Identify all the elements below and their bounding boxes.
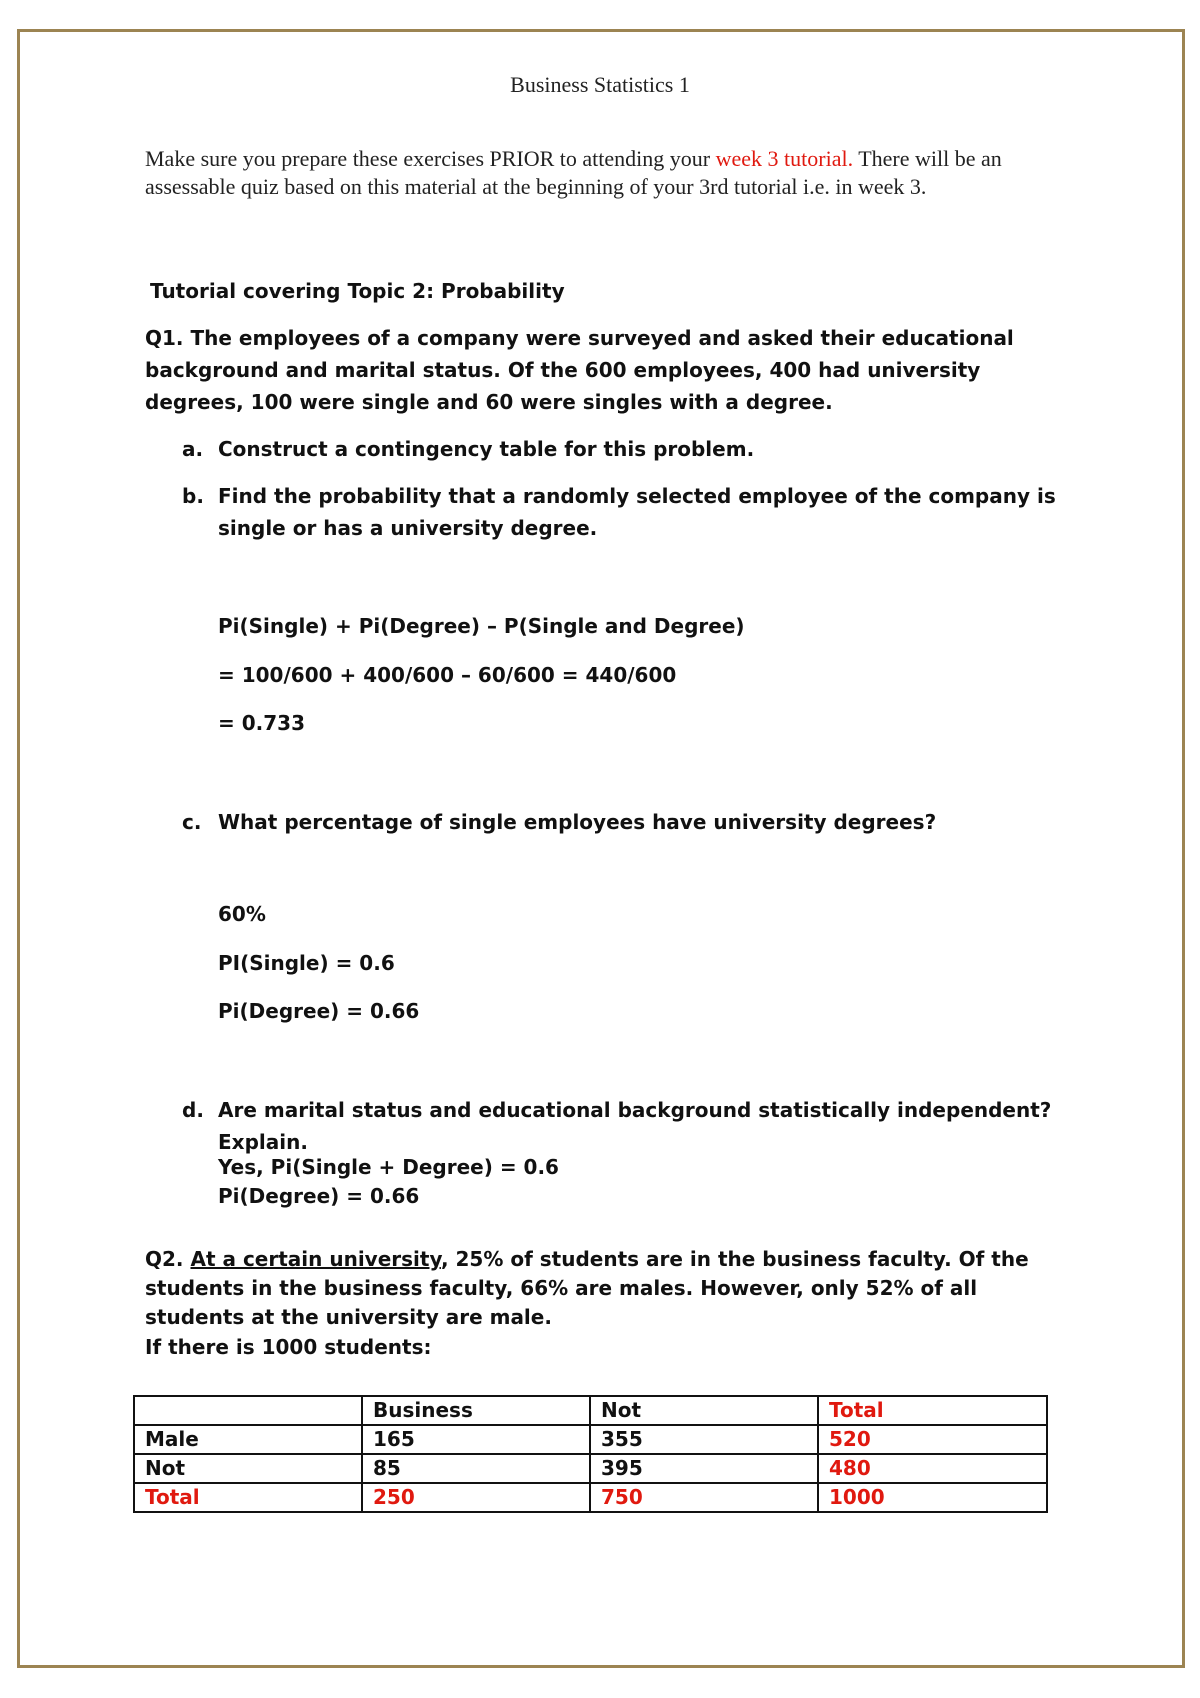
- q2-line2: If there is 1000 students:: [145, 1335, 432, 1359]
- q1-item-d: [182, 1094, 1062, 1158]
- q2-underlined-text: At a certain university: [190, 1247, 441, 1271]
- q1-b-label: b.: [182, 484, 204, 508]
- q1-a-text: Construct a contingency table for this problem.: [218, 437, 755, 461]
- table-header-cell: Business: [362, 1396, 590, 1425]
- table-cell: Total: [134, 1483, 362, 1512]
- table-header-cell: [134, 1396, 362, 1425]
- table-row: [134, 1425, 1047, 1454]
- q1-d-label: d.: [182, 1098, 204, 1122]
- q2-prefix: Q2.: [145, 1247, 191, 1271]
- q2-question: [145, 1245, 1055, 1332]
- q1-item-c: [182, 806, 1062, 838]
- q1-item-b: [182, 480, 1062, 544]
- q1-b-answer-line: Pi(Single) + Pi(Degree) – P(Single and Degree): [218, 614, 745, 638]
- q1-c-answer-line: 60%: [218, 902, 266, 926]
- table-header-cell: Total: [818, 1396, 1047, 1425]
- q1-b-answer-line: = 0.733: [218, 711, 305, 735]
- table-header-row: [134, 1396, 1047, 1425]
- topic-heading: Tutorial covering Topic 2: Probability: [150, 279, 565, 303]
- table-cell: 85: [362, 1454, 590, 1483]
- q2-contingency-table: [133, 1395, 1048, 1513]
- intro-paragraph: [145, 145, 1055, 201]
- q1-c-label: c.: [182, 810, 202, 834]
- table-cell: Male: [134, 1425, 362, 1454]
- table-cell: 1000: [818, 1483, 1047, 1512]
- table-cell: Not: [134, 1454, 362, 1483]
- q1-d-answer-line: Yes, Pi(Single + Degree) = 0.6: [218, 1155, 559, 1179]
- table-cell: 250: [362, 1483, 590, 1512]
- q1-question: Q1. The employees of a company were surveyed and asked their educational background and marital status. Of the 600 employees, 400 had university degrees, 100 were single and 60 were singles with a degree.: [145, 326, 1014, 414]
- intro-highlight: week 3 tutorial.: [715, 146, 854, 171]
- table-cell: 395: [590, 1454, 818, 1483]
- table-cell: 520: [818, 1425, 1047, 1454]
- q1-c-answer-line: PI(Single) = 0.6: [218, 951, 395, 975]
- table-header-cell: Not: [590, 1396, 818, 1425]
- q2-text: , 25% of students are in the business faculty. Of the students in the business faculty, 66% are males. However, only 52% of all students at the university are male.: [145, 1247, 1029, 1329]
- q1-b-text: Find the probability that a randomly selected employee of the company is single or has a university degree.: [218, 484, 1056, 540]
- table-cell: 165: [362, 1425, 590, 1454]
- q1-a-label: a.: [182, 437, 204, 461]
- intro-text-start: Make sure you prepare these exercises PRIOR to attending your: [145, 146, 716, 171]
- page-title: Business Statistics 1: [510, 72, 690, 97]
- q1-d-text: Are marital status and educational background statistically independent? Explain.: [218, 1098, 1052, 1154]
- table-row: [134, 1454, 1047, 1483]
- intro-text-end: There will be an assessable quiz based on this material at the beginning of your 3rd tutorial i.e. in week 3.: [145, 146, 1002, 199]
- q1-d-answer-line: Pi(Degree) = 0.66: [218, 1184, 420, 1208]
- q1-b-answer-line: = 100/600 + 400/600 – 60/600 = 440/600: [218, 663, 677, 687]
- q1-c-text: What percentage of single employees have university degrees?: [218, 810, 937, 834]
- table-row: [134, 1483, 1047, 1512]
- table-cell: 480: [818, 1454, 1047, 1483]
- q1-item-a: [182, 433, 1062, 465]
- table-cell: 355: [590, 1425, 818, 1454]
- q1-c-answer-line: Pi(Degree) = 0.66: [218, 999, 420, 1023]
- table-cell: 750: [590, 1483, 818, 1512]
